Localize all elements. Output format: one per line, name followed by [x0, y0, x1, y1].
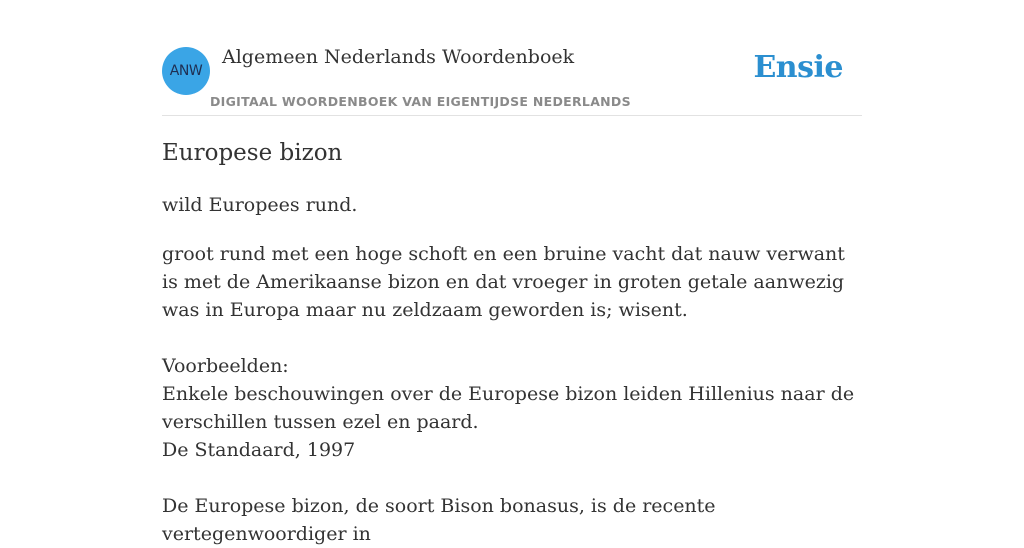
example-source: De Standaard, 1997: [162, 439, 356, 461]
logo-text: ANW: [169, 63, 203, 79]
example-text: De Europese bizon, de soort Bison bonasus, is de recente vertegenwoordiger in: [162, 495, 716, 545]
spacer: [162, 464, 862, 492]
site-header: [162, 0, 862, 116]
ensie-brand-logo[interactable]: Ensie: [753, 50, 843, 85]
site-subtitle: DIGITAAL WOORDENBOEK VAN EIGENTIJDSE NEDERLANDS: [210, 94, 631, 109]
example-text: Enkele beschouwingen over de Europese bizon leiden Hillenius naar de verschillen tussen ezel en paard.: [162, 383, 855, 433]
site-title[interactable]: Algemeen Nederlands Woordenboek: [222, 46, 575, 68]
examples-section: [162, 352, 862, 548]
examples-heading: Voorbeelden:: [162, 355, 289, 377]
page: [162, 0, 862, 545]
entry-title: Europese bizon: [162, 140, 343, 166]
anw-logo[interactable]: [162, 47, 210, 95]
long-definition: groot rund met een hoge schoft en een bruine vacht dat nauw verwant is met de Amerikaanse bizon en dat vroeger in groten getale aanwezig was in Europa maar nu zeldzaam geworden is; wisent.: [162, 243, 845, 321]
short-definition: wild Europees rund.: [162, 194, 358, 216]
